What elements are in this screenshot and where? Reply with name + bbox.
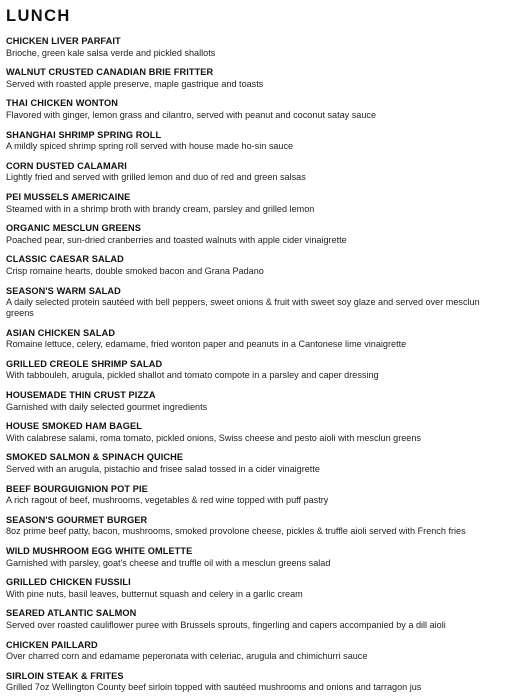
menu-item-name: GRILLED CREOLE SHRIMP SALAD xyxy=(6,358,163,369)
menu-item-description: Steamed with in a shrimp broth with brandy cream, parsley and grilled lemon xyxy=(6,203,315,214)
menu-item-name: BEEF BOURGUIGNION POT PIE xyxy=(6,483,148,494)
menu-item-name: SHANGHAI SHRIMP SPRING ROLL xyxy=(6,129,162,140)
menu-item-name: ASIAN CHICKEN SALAD xyxy=(6,327,116,338)
menu-item-description: Lightly fried and served with grilled lemon and duo of red and green salsas xyxy=(6,172,306,183)
menu-item xyxy=(6,577,507,600)
menu-item-description: With calabrese salami, roma tomato, pickled onions, Swiss cheese and pesto aioli with mesclun greens xyxy=(6,432,421,443)
menu-item xyxy=(6,130,507,153)
page-title: LUNCH xyxy=(6,7,71,25)
menu-item-name: CLASSIC CAESAR SALAD xyxy=(6,254,124,265)
menu-item xyxy=(6,452,507,475)
menu-item-description: Brioche, green kale salsa verde and pickled shallots xyxy=(6,47,216,58)
menu-item-description: Over charred corn and edamame peperonata with celeriac, arugula and chimichurri sauce xyxy=(6,651,368,662)
menu-item-name: WILD MUSHROOM EGG WHITE OMLETTE xyxy=(6,546,193,556)
menu-item-name: SMOKED SALMON & SPINACH QUICHE xyxy=(6,452,184,463)
menu-item-description: A daily selected protein sautéed with bell peppers, sweet onions & fruit with sweet soy glaze and served over mesclun greens xyxy=(6,297,480,319)
menu-item xyxy=(6,192,507,215)
menu-item-description: Poached pear, sun-dried cranberries and toasted walnuts with apple cider vinaigrette xyxy=(6,234,347,245)
menu-item-name: CORN DUSTED CALAMARI xyxy=(6,160,127,171)
menu-item-name: HOUSEMADE THIN CRUST PIZZA xyxy=(6,390,156,401)
menu-item-name: SIRLOIN STEAK & FRITES xyxy=(6,670,124,681)
menu-item xyxy=(6,421,507,444)
menu-item xyxy=(6,328,507,351)
menu-item xyxy=(6,223,507,246)
menu-item-name: ORGANIC MESCLUN GREENS xyxy=(6,223,141,234)
menu-item-name: SEASON'S WARM SALAD xyxy=(6,285,121,296)
menu-item xyxy=(6,608,507,631)
menu-item xyxy=(6,484,507,507)
menu-item xyxy=(6,546,507,569)
menu-item xyxy=(6,98,507,121)
menu-item-description: Served with roasted apple preserve, maple gastrique and toasts xyxy=(6,78,264,89)
menu-item xyxy=(6,671,507,694)
menu-item xyxy=(6,67,507,90)
menu-item xyxy=(6,254,507,277)
menu-item-description: Served with an arugula, pistachio and frisee salad tossed in a cider vinaigrette xyxy=(6,464,320,475)
menu-item-description: Grilled 7oz Wellington County beef sirloin topped with sautéed mushrooms and onions and tarragon jus xyxy=(6,682,422,693)
menu-item-description: 8oz prime beef patty, bacon, mushrooms, smoked provolone cheese, pickles & truffle aioli served with French fries xyxy=(6,526,466,537)
menu-item-description: Flavored with ginger, lemon grass and cilantro, served with peanut and coconut satay sauce xyxy=(6,109,377,120)
menu-item-description: A mildly spiced shrimp spring roll served with house made ho-sin sauce xyxy=(6,141,294,152)
menu-item-name: CHICKEN PAILLARD xyxy=(6,639,98,650)
menu-item xyxy=(6,359,507,382)
menu-item xyxy=(6,390,507,413)
menu-item xyxy=(6,161,507,184)
menu-item-name: CHICKEN LIVER PARFAIT xyxy=(6,36,121,46)
menu-item-description: Garnished with parsley, goat's cheese and truffle oil with a mesclun greens salad xyxy=(6,557,331,568)
menu-item-name: GRILLED CHICKEN FUSSILI xyxy=(6,577,131,588)
menu-item-name: SEARED ATLANTIC SALMON xyxy=(6,608,137,619)
menu-item-name: THAI CHICKEN WONTON xyxy=(6,98,118,109)
menu-item-name: PEI MUSSELS AMERICAINE xyxy=(6,191,131,202)
menu-item-description: Served over roasted cauliflower puree with Brussels sprouts, fingerling and capers accompanied by a dill aioli xyxy=(6,619,446,630)
menu-item xyxy=(6,515,507,538)
menu-item-description: A rich ragout of beef, mushrooms, vegetables & red wine topped with puff pastry xyxy=(6,495,329,506)
menu-item-name: SEASON'S GOURMET BURGER xyxy=(6,514,148,525)
menu-item-name: HOUSE SMOKED HAM BAGEL xyxy=(6,421,142,432)
menu-item-description: Crisp romaine hearts, double smoked bacon and Grana Padano xyxy=(6,265,264,276)
menu-item-description: Garnished with daily selected gourmet ingredients xyxy=(6,401,208,412)
menu-list xyxy=(6,36,507,693)
menu-item-name: WALNUT CRUSTED CANADIAN BRIE FRITTER xyxy=(6,67,214,78)
menu-item xyxy=(6,640,507,663)
menu-item xyxy=(6,36,507,59)
menu-item xyxy=(6,286,507,320)
menu-item-description: Romaine lettuce, celery, edamame, fried wonton paper and peanuts in a Cantonese lime vinaigrette xyxy=(6,339,407,350)
menu-item-description: With pine nuts, basil leaves, butternut squash and celery in a garlic cream xyxy=(6,588,303,599)
menu-item-description: With tabbouleh, arugula, pickled shallot and tomato compote in a parsley and caper dressing xyxy=(6,370,379,381)
